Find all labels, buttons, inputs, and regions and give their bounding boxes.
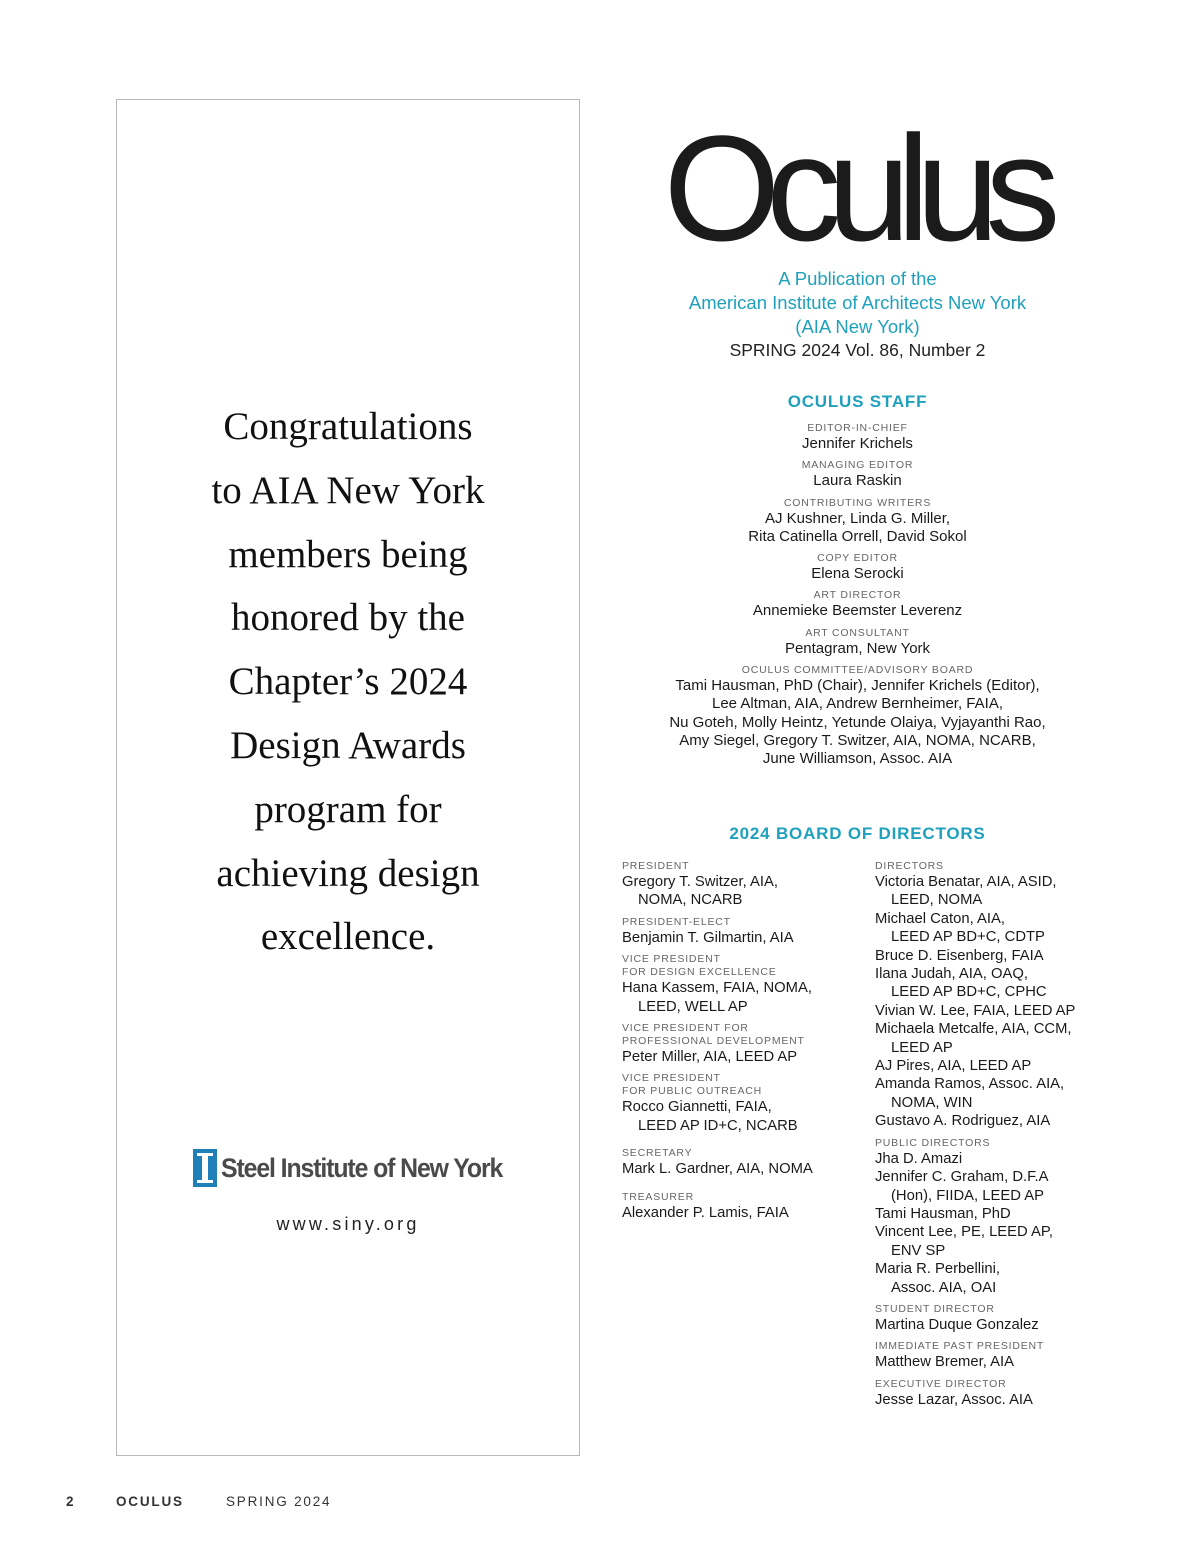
staff-name bbox=[620, 435, 1095, 453]
board-member-line: Victoria Benatar, AIA, ASID, bbox=[875, 874, 1057, 890]
board-member-line: Gregory T. Switzer, AIA, bbox=[622, 874, 778, 890]
staff-name-line: Nu Goteh, Molly Heintz, Yetunde Olaiya, Vyjayanthi Rao, bbox=[669, 713, 1046, 731]
board-member-line: Benjamin T. Gilmartin, AIA bbox=[622, 929, 794, 946]
staff-role: ART CONSULTANT bbox=[805, 626, 910, 639]
ad-message-line: honored by the bbox=[231, 596, 465, 640]
staff-name bbox=[620, 510, 1095, 547]
ad-message-line: program for bbox=[254, 787, 442, 831]
board-member-line: Martina Duque Gonzalez bbox=[875, 1316, 1039, 1333]
staff-name-line: AJ Kushner, Linda G. Miller, bbox=[764, 509, 951, 527]
publication-info bbox=[620, 267, 1095, 339]
staff-name-line: Annemieke Beemster Leverenz bbox=[752, 602, 963, 620]
board-role: SECRETARY bbox=[622, 1147, 693, 1160]
staff-name-line: Jennifer Krichels bbox=[802, 435, 913, 452]
publication-line: (AIA New York) bbox=[795, 316, 920, 337]
staff-name bbox=[620, 565, 1095, 583]
board-member-line: LEED, WELL AP bbox=[638, 998, 748, 1015]
staff-name-line: Rita Catinella Orrell, David Sokol bbox=[748, 527, 967, 545]
board-role: PRESIDENT bbox=[622, 860, 690, 872]
staff-name bbox=[620, 472, 1095, 490]
issue-info: SPRING 2024 Vol. 86, Number 2 bbox=[729, 340, 986, 360]
staff-role: COPY EDITOR bbox=[817, 552, 898, 565]
staff-role: ART DIRECTOR bbox=[813, 589, 902, 602]
staff-list bbox=[620, 422, 1095, 775]
staff-role: MANAGING EDITOR bbox=[801, 459, 914, 472]
board-member-line: Ilana Judah, AIA, OAQ, bbox=[875, 966, 1028, 983]
staff-name-line: Amy Siegel, Gregory T. Switzer, AIA, NOMA, NCARB, bbox=[679, 731, 1036, 749]
board-column-left bbox=[622, 860, 852, 1222]
ad-message-line: Congratulations bbox=[223, 405, 473, 448]
board-member-line: LEED AP BD+C, CDTP bbox=[891, 929, 1045, 946]
board-member-line: Tami Hausman, PhD bbox=[875, 1205, 1011, 1222]
ad-url[interactable]: www.siny.org bbox=[276, 1214, 420, 1234]
staff-name-line: June Williamson, Assoc. AIA bbox=[762, 750, 953, 768]
board-role: DIRECTORS bbox=[875, 860, 944, 872]
board-member-line: LEED AP bbox=[891, 1039, 953, 1056]
ad-message-line: Chapter’s 2024 bbox=[228, 660, 468, 704]
staff-name-line: Laura Raskin bbox=[813, 472, 902, 490]
staff-role: OCULUS COMMITTEE/ADVISORY BOARD bbox=[741, 664, 974, 677]
board-role: PUBLIC DIRECTORS bbox=[875, 1136, 991, 1149]
board-member-line: Gustavo A. Rodriguez, AIA bbox=[875, 1113, 1051, 1130]
board-member-line: Jesse Lazar, Assoc. AIA bbox=[875, 1391, 1033, 1408]
staff-role: CONTRIBUTING WRITERS bbox=[783, 496, 932, 509]
board-member-line: Alexander P. Lamis, FAIA bbox=[622, 1204, 789, 1221]
staff-heading: OCULUS STAFF bbox=[787, 392, 928, 411]
staff-name bbox=[620, 602, 1095, 620]
board-member-line: Jennifer C. Graham, D.F.A bbox=[875, 1169, 1049, 1186]
ad-message-line: achieving design bbox=[216, 851, 480, 895]
staff-name-line: Elena Serocki bbox=[811, 565, 904, 583]
board-role: TREASURER bbox=[622, 1190, 694, 1203]
board-member-line: Matthew Bremer, AIA bbox=[875, 1354, 1014, 1371]
board-member-line: AJ Pires, AIA, LEED AP bbox=[875, 1058, 1032, 1075]
board-member-line: Michael Caton, AIA, bbox=[875, 910, 1005, 927]
advertisement-panel bbox=[116, 99, 580, 1456]
page-number: 2 bbox=[66, 1494, 76, 1509]
board-role: VICE PRESIDENT FOR PROFESSIONAL DEVELOPMENT bbox=[622, 1022, 805, 1048]
ad-message-line: members being bbox=[228, 532, 468, 576]
board-member-line: NOMA, WIN bbox=[891, 1094, 973, 1111]
board-member-line: ENV SP bbox=[891, 1242, 946, 1259]
board-role: PRESIDENT-ELECT bbox=[622, 915, 731, 928]
board-member-line: Jha D. Amazi bbox=[875, 1150, 963, 1167]
board-heading: 2024 BOARD OF DIRECTORS bbox=[729, 824, 986, 843]
staff-role: EDITOR-IN-CHIEF bbox=[807, 422, 908, 434]
staff-name-line: Pentagram, New York bbox=[784, 639, 931, 657]
board-role: VICE PRESIDENT FOR DESIGN EXCELLENCE bbox=[622, 953, 777, 979]
staff-name bbox=[620, 640, 1095, 658]
board-role: VICE PRESIDENT FOR PUBLIC OUTREACH bbox=[622, 1072, 763, 1098]
board-member-line: LEED AP ID+C, NCARB bbox=[638, 1117, 798, 1134]
board-member-line: Mark L. Gardner, AIA, NOMA bbox=[622, 1161, 813, 1178]
board-member-line: Vincent Lee, PE, LEED AP, bbox=[875, 1224, 1053, 1241]
publication-line: American Institute of Architects New York bbox=[688, 292, 1027, 313]
board-member-line: Rocco Giannetti, FAIA, bbox=[622, 1099, 772, 1116]
i-beam-icon bbox=[193, 1149, 217, 1187]
board-member-line: Hana Kassem, FAIA, NOMA, bbox=[622, 980, 812, 997]
board-member-line: (Hon), FIIDA, LEED AP bbox=[891, 1187, 1044, 1204]
board-member-line: Peter Miller, AIA, LEED AP bbox=[622, 1049, 798, 1066]
board-member-line: Amanda Ramos, Assoc. AIA, bbox=[875, 1076, 1065, 1093]
board-member-line: Michaela Metcalfe, AIA, CCM, bbox=[875, 1021, 1072, 1038]
board-column-right bbox=[875, 860, 1100, 1409]
board-member-line: NOMA, NCARB bbox=[638, 892, 743, 909]
ad-message bbox=[117, 395, 579, 969]
steel-institute-logo bbox=[193, 1148, 527, 1188]
board-member-line: Maria R. Perbellini, bbox=[875, 1261, 1000, 1278]
board-member-line: LEED, NOMA bbox=[891, 892, 983, 909]
ad-message-line: Design Awards bbox=[230, 723, 466, 767]
staff-name-line: Tami Hausman, PhD (Chair), Jennifer Krichels (Editor), bbox=[675, 677, 1040, 695]
board-role: STUDENT DIRECTOR bbox=[875, 1302, 995, 1315]
publication-line: A Publication of the bbox=[778, 268, 937, 289]
board-member-line: Bruce D. Eisenberg, FAIA bbox=[875, 947, 1044, 964]
board-role: IMMEDIATE PAST PRESIDENT bbox=[875, 1340, 1045, 1353]
footer-magazine: OCULUS bbox=[116, 1494, 184, 1509]
board-member-line: Assoc. AIA, OAI bbox=[891, 1279, 997, 1296]
board-role: EXECUTIVE DIRECTOR bbox=[875, 1377, 1007, 1390]
ad-message-line: excellence. bbox=[260, 915, 436, 959]
board-member-line: Vivian W. Lee, FAIA, LEED AP bbox=[875, 1002, 1076, 1019]
staff-name-line: Lee Altman, AIA, Andrew Bernheimer, FAIA, bbox=[712, 695, 1003, 713]
ad-message-line: to AIA New York bbox=[211, 468, 485, 512]
staff-name bbox=[620, 677, 1095, 768]
board-member-line: LEED AP BD+C, CPHC bbox=[891, 984, 1047, 1001]
masthead-title: Oculus bbox=[663, 104, 1047, 272]
logo-wordmark: Steel Institute of New York bbox=[221, 1152, 503, 1183]
footer-issue: SPRING 2024 bbox=[226, 1494, 332, 1509]
